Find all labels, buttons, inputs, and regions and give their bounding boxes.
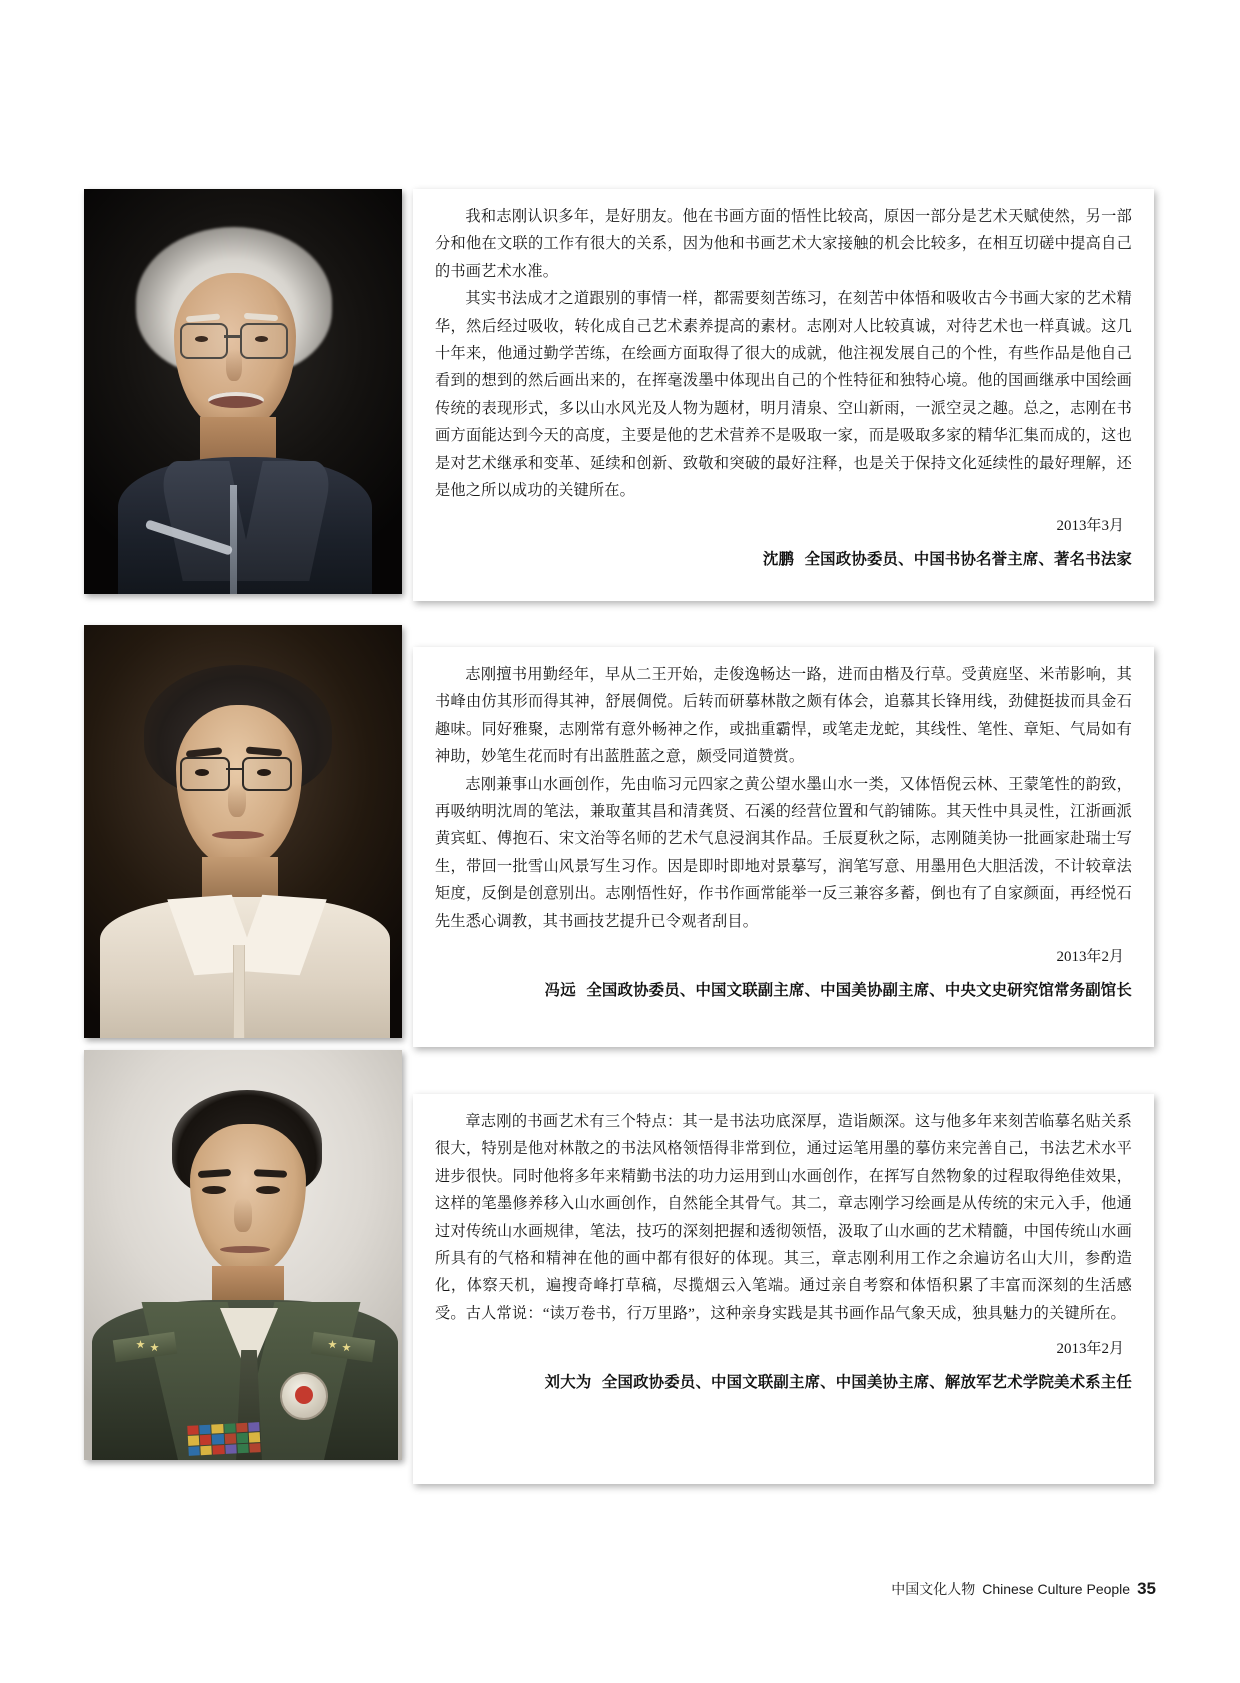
testimonial-body-2	[435, 661, 1132, 935]
testimonial-card-3	[413, 1094, 1154, 1484]
footer-title-en: Chinese Culture People	[982, 1581, 1131, 1597]
paragraph: 章志刚的书画艺术有三个特点：其一是书法功底深厚，造诣颇深。这与他多年来刻苦临摹名贴关系很大，特别是他对林散之的书法风格领悟得非常到位，通过运笔用墨的摹仿来完善自己，书法艺术水平进步很快。同时他将多年来精勤书法的功力运用到山水画创作，在挥写自然物象的过程取得绝佳效果，这样的笔墨修养移入山水画创作，自然能全其骨气。其二，章志刚学习绘画是从传统的宋元入手，他通过对传统山水画规律，笔法，技巧的深刻把握和透彻领悟，汲取了山水画的艺术精髓，中国传统山水画所具有的气格和精神在他的画中都有很好的体现。其三，章志刚利用工作之余遍访名山大川，参酌造化，体察天机，遍搜奇峰打草稿，尽揽烟云入笔端。通过亲自考察和体悟积累了丰富而深刻的生活感受。古人常说：“读万卷书，行万里路”，这种亲身实践是其书画作品气象天成，独具魅力的关键所在。	[435, 1113, 1132, 1322]
testimonial-date-2: 2013年2月	[1056, 949, 1124, 966]
testimonial-attribution-1	[435, 547, 1132, 569]
testimonial-date-1: 2013年3月	[1056, 518, 1124, 535]
author-title: 全国政协委员、中国文联副主席、中国美协主席、解放军艺术学院美术系主任	[601, 1374, 1132, 1392]
author-title: 全国政协委员、中国书协名誉主席、著名书法家	[804, 551, 1132, 569]
testimonial-card-1	[413, 189, 1154, 601]
paragraph: 其实书法成才之道跟别的事情一样，都需要刻苦练习，在刻苦中体悟和吸收古今书画大家的艺术精华，然后经过吸收，转化成自己艺术素养提高的素材。志刚对人比较真诚，对待艺术也一样真诚。这几十年来，他通过勤学苦练，在绘画方面取得了很大的成就，他注视发展自己的个性，有些作品是他自己看到的想到的然后画出来的，在挥毫泼墨中体现出自己的个性特征和独特心境。他的国画继承中国绘画传统的表现形式，多以山水风光及人物为题材，明月清泉、空山新雨，一派空灵之趣。总之，志刚在书画方面能达到今天的高度，主要是他的艺术营养不是吸取一家，而是吸取多家的精华汇集而成的，这也是对艺术继承和变革、延续和创新、致敬和突破的最好注释，也是关于保持文化延续性的最好理解，还是他之所以成功的关键所在。	[435, 290, 1132, 500]
portrait-photo-feng-yuan	[84, 625, 402, 1038]
paragraph: 志刚兼事山水画创作，先由临习元四家之黄公望水墨山水一类，又体悟倪云林、王蒙笔性的韵致，再吸纳明沈周的笔法，兼取董其昌和清龚贤、石溪的经营位置和气韵铺陈。其天性中具灵性，江浙画派黄宾虹、傅抱石、宋文治等名师的艺术气息浸润其作品。壬辰夏秋之际，志刚随美协一批画家赴瑞士写生，带回一批雪山风景写生习作。因是即时即地对景摹写，润笔写意、用墨用色大胆活泼，不计较章法矩度，反倒是创意别出。志刚悟性好，作书作画常能举一反三兼容多蓄，倒也有了自家颜面，再经悦石先生悉心调教，其书画技艺提升已令观者刮目。	[435, 775, 1132, 930]
testimonial-body-3	[435, 1108, 1132, 1327]
medal-ribbons	[187, 1422, 260, 1456]
portrait-photo-shen-peng	[84, 189, 402, 594]
testimonial-card-2	[413, 647, 1154, 1047]
testimonial-body-1	[435, 203, 1132, 504]
paragraph: 我和志刚认识多年，是好朋友。他在书画方面的悟性比较高，原因一部分是艺术天赋使然，另一部分和他在文联的工作有很大的关系，因为他和书画艺术大家接触的机会比较多，在相互切磋中提高自己的书画艺术水准。	[435, 208, 1132, 280]
testimonial-attribution-3	[435, 1370, 1132, 1392]
footer-title-cn: 中国文化人物	[891, 1581, 976, 1597]
testimonial-attribution-2	[435, 978, 1132, 1000]
author-name: 刘大为	[544, 1374, 592, 1392]
portrait-photo-liu-dawei	[84, 1050, 402, 1460]
author-name: 沈鹏	[762, 551, 795, 569]
paragraph: 志刚擅书用勤经年，早从二王开始，走俊逸畅达一路，进而由楷及行草。受黄庭坚、米芾影响，其书峰由仿其形而得其神，舒展倜傥。后转而研摹林散之颇有体会，追慕其长锋用线，劲健挺拔而具金石趣味。同好雅聚，志刚常有意外畅神之作，或拙重霸悍，或笔走龙蛇，其线性、笔性、章矩、气局如有神助，妙笔生花而时有出蓝胜蓝之意，颇受同道赞赏。	[435, 666, 1132, 766]
testimonial-date-3: 2013年2月	[1056, 1341, 1124, 1358]
portrait-artwork	[84, 625, 402, 1038]
author-name: 冯远	[544, 982, 576, 1000]
portrait-artwork	[84, 189, 402, 594]
page-footer	[891, 1579, 1156, 1599]
author-title: 全国政协委员、中国文联副主席、中国美协副主席、中央文史研究馆常务副馆长	[586, 982, 1132, 1000]
page-number: 35	[1137, 1579, 1156, 1598]
portrait-artwork	[84, 1050, 402, 1460]
